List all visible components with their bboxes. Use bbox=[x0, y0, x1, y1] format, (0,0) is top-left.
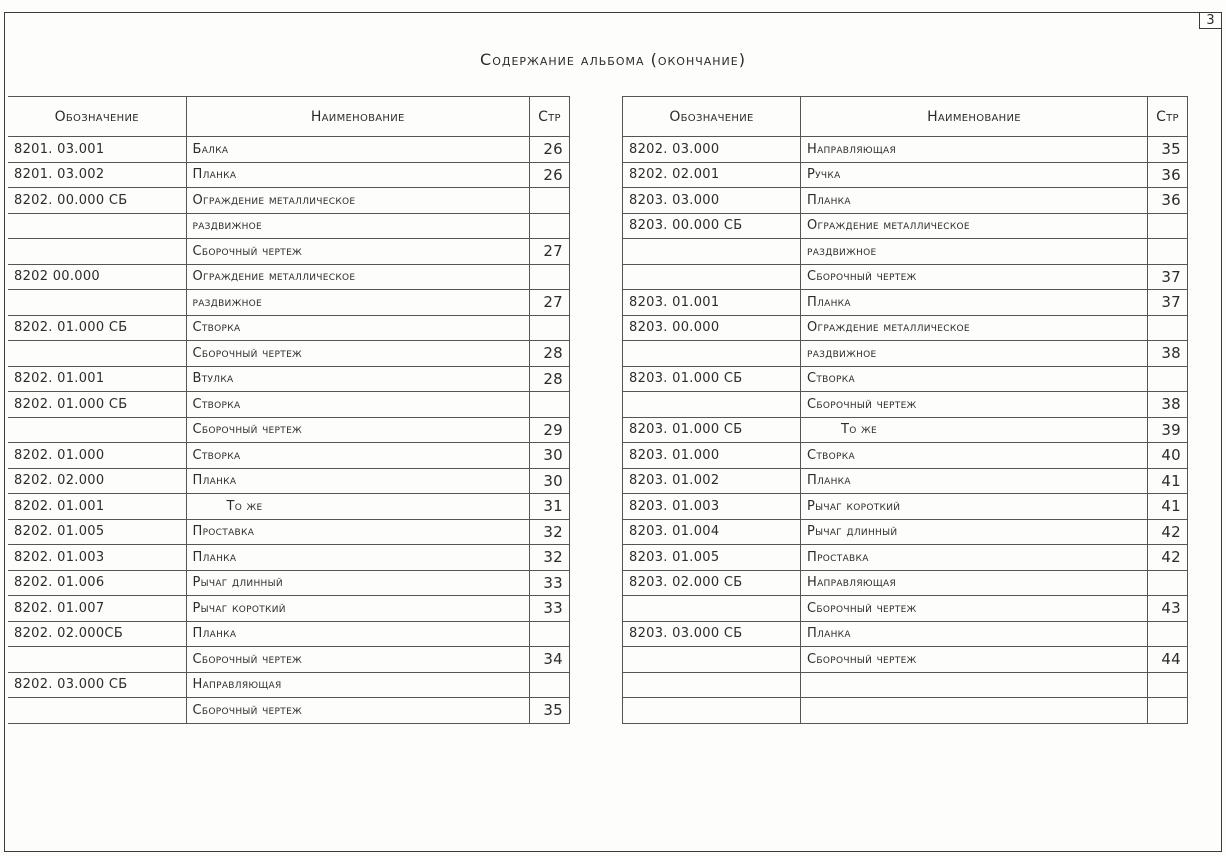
table-row bbox=[8, 366, 570, 392]
table-row bbox=[623, 545, 1188, 571]
code-cell bbox=[8, 341, 186, 367]
table-row bbox=[623, 264, 1188, 290]
page-cell: 28 bbox=[530, 341, 570, 367]
table-row bbox=[623, 213, 1188, 239]
table-row bbox=[623, 341, 1188, 367]
code-cell: 8203. 01.005 bbox=[623, 545, 801, 571]
name-cell: Створка bbox=[186, 315, 530, 341]
page-cell: 26 bbox=[530, 137, 570, 163]
table-row bbox=[8, 137, 570, 163]
name-cell: раздвижное bbox=[801, 239, 1148, 265]
page-cell bbox=[530, 621, 570, 647]
page-cell bbox=[530, 213, 570, 239]
page-cell: 44 bbox=[1148, 647, 1188, 673]
table-row bbox=[8, 647, 570, 673]
header-code: Обозначение bbox=[8, 97, 186, 137]
code-cell: 8203. 00.000 СБ bbox=[623, 213, 801, 239]
code-cell bbox=[8, 290, 186, 316]
code-cell: 8203. 01.002 bbox=[623, 468, 801, 494]
code-cell bbox=[8, 239, 186, 265]
name-cell: Планка bbox=[186, 621, 530, 647]
page-cell bbox=[1148, 672, 1188, 698]
page-cell bbox=[530, 188, 570, 214]
page-number: 3 bbox=[1199, 13, 1221, 29]
code-cell bbox=[623, 341, 801, 367]
code-cell: 8202. 00.000 СБ bbox=[8, 188, 186, 214]
name-cell: Проставка bbox=[186, 519, 530, 545]
table-row bbox=[8, 417, 570, 443]
page-cell bbox=[1148, 366, 1188, 392]
table-row bbox=[8, 264, 570, 290]
name-cell: раздвижное bbox=[186, 290, 530, 316]
left-table-body bbox=[8, 137, 570, 724]
name-cell: Втулка bbox=[186, 366, 530, 392]
table-row bbox=[623, 519, 1188, 545]
table-row bbox=[623, 570, 1188, 596]
code-cell bbox=[623, 647, 801, 673]
right-table-body bbox=[623, 137, 1188, 724]
page-cell: 29 bbox=[530, 417, 570, 443]
page-cell: 41 bbox=[1148, 494, 1188, 520]
name-cell: Планка bbox=[186, 162, 530, 188]
code-cell: 8203. 01.000 СБ bbox=[623, 366, 801, 392]
table-row bbox=[8, 621, 570, 647]
table-row bbox=[8, 315, 570, 341]
page-cell: 37 bbox=[1148, 290, 1188, 316]
code-cell: 8203. 00.000 bbox=[623, 315, 801, 341]
table-row bbox=[8, 545, 570, 571]
name-cell: Створка bbox=[186, 392, 530, 418]
name-cell: Планка bbox=[801, 290, 1148, 316]
code-cell bbox=[623, 264, 801, 290]
code-cell: 8202. 01.007 bbox=[8, 596, 186, 622]
page-cell bbox=[530, 315, 570, 341]
name-cell: Рычаг короткий bbox=[186, 596, 530, 622]
page-cell: 26 bbox=[530, 162, 570, 188]
table-row bbox=[623, 621, 1188, 647]
code-cell: 8202. 01.000 bbox=[8, 443, 186, 469]
header-name: Наименование bbox=[801, 97, 1148, 137]
contents-table-left bbox=[8, 96, 570, 724]
table-row bbox=[623, 672, 1188, 698]
name-cell: Планка bbox=[801, 468, 1148, 494]
table-row bbox=[623, 468, 1188, 494]
code-cell bbox=[623, 596, 801, 622]
table-row bbox=[623, 417, 1188, 443]
code-cell bbox=[623, 698, 801, 724]
code-cell: 8202. 01.005 bbox=[8, 519, 186, 545]
table-row bbox=[623, 596, 1188, 622]
code-cell: 8202. 01.006 bbox=[8, 570, 186, 596]
code-cell bbox=[8, 213, 186, 239]
code-cell: 8203. 03.000 СБ bbox=[623, 621, 801, 647]
name-cell: Сборочный чертеж bbox=[801, 647, 1148, 673]
name-cell: Ограждение металлическое bbox=[801, 315, 1148, 341]
name-cell: Планка bbox=[801, 188, 1148, 214]
name-cell: Створка bbox=[186, 443, 530, 469]
page-cell: 34 bbox=[530, 647, 570, 673]
name-cell: Рычаг короткий bbox=[801, 494, 1148, 520]
page-cell bbox=[1148, 213, 1188, 239]
code-cell bbox=[8, 417, 186, 443]
name-cell: Направляющая bbox=[186, 672, 530, 698]
table-row bbox=[623, 366, 1188, 392]
page-cell: 36 bbox=[1148, 188, 1188, 214]
table-row bbox=[8, 162, 570, 188]
table-row bbox=[623, 239, 1188, 265]
code-cell: 8203. 01.001 bbox=[623, 290, 801, 316]
page-cell: 35 bbox=[530, 698, 570, 724]
table-row bbox=[8, 341, 570, 367]
page-cell: 39 bbox=[1148, 417, 1188, 443]
code-cell: 8203. 01.004 bbox=[623, 519, 801, 545]
name-cell bbox=[801, 698, 1148, 724]
page-cell bbox=[1148, 315, 1188, 341]
name-cell: Направляющая bbox=[801, 570, 1148, 596]
name-cell: Сборочный чертеж bbox=[186, 417, 530, 443]
contents-table-right bbox=[622, 96, 1188, 724]
table-row bbox=[8, 468, 570, 494]
table-row bbox=[8, 239, 570, 265]
code-cell: 8202. 02.001 bbox=[623, 162, 801, 188]
name-cell: Планка bbox=[186, 545, 530, 571]
header-page: Стр bbox=[1148, 97, 1188, 137]
table-row bbox=[8, 213, 570, 239]
name-cell: Сборочный чертеж bbox=[801, 392, 1148, 418]
code-cell: 8203. 03.000 bbox=[623, 188, 801, 214]
name-cell: Створка bbox=[801, 366, 1148, 392]
code-cell bbox=[623, 672, 801, 698]
page-cell: 27 bbox=[530, 239, 570, 265]
name-cell: Сборочный чертеж bbox=[801, 264, 1148, 290]
page-cell bbox=[530, 264, 570, 290]
table-row bbox=[623, 137, 1188, 163]
name-cell: раздвижное bbox=[186, 213, 530, 239]
code-cell: 8202. 03.000 СБ bbox=[8, 672, 186, 698]
name-cell: Ручка bbox=[801, 162, 1148, 188]
page-cell bbox=[530, 392, 570, 418]
table-row bbox=[8, 290, 570, 316]
page-cell: 33 bbox=[530, 596, 570, 622]
table-row bbox=[623, 188, 1188, 214]
table-row bbox=[8, 392, 570, 418]
header-page: Стр bbox=[530, 97, 570, 137]
page-cell: 42 bbox=[1148, 519, 1188, 545]
page-cell bbox=[1148, 621, 1188, 647]
page-cell: 37 bbox=[1148, 264, 1188, 290]
code-cell: 8201. 03.001 bbox=[8, 137, 186, 163]
name-cell: Сборочный чертеж bbox=[186, 647, 530, 673]
name-cell: Ограждение металлическое bbox=[186, 264, 530, 290]
page-cell bbox=[1148, 698, 1188, 724]
code-cell: 8202. 02.000СБ bbox=[8, 621, 186, 647]
page-cell: 38 bbox=[1148, 392, 1188, 418]
name-cell: Планка bbox=[801, 621, 1148, 647]
code-cell: 8202. 02.000 bbox=[8, 468, 186, 494]
name-cell: Проставка bbox=[801, 545, 1148, 571]
table-row bbox=[8, 494, 570, 520]
table-row bbox=[623, 290, 1188, 316]
name-cell: Сборочный чертеж bbox=[186, 239, 530, 265]
code-cell: 8203. 01.000 bbox=[623, 443, 801, 469]
code-cell: 8202. 01.003 bbox=[8, 545, 186, 571]
page-cell bbox=[1148, 239, 1188, 265]
table-row bbox=[8, 188, 570, 214]
code-cell: 8202. 03.000 bbox=[623, 137, 801, 163]
page-cell: 30 bbox=[530, 443, 570, 469]
code-cell: 8202. 01.001 bbox=[8, 494, 186, 520]
table-row bbox=[623, 315, 1188, 341]
code-cell: 8203. 01.003 bbox=[623, 494, 801, 520]
table-header-row bbox=[8, 97, 570, 137]
name-cell: Рычаг длинный bbox=[186, 570, 530, 596]
table-row bbox=[623, 162, 1188, 188]
page-cell: 40 bbox=[1148, 443, 1188, 469]
code-cell: 8203. 01.000 СБ bbox=[623, 417, 801, 443]
table-row bbox=[623, 698, 1188, 724]
page-cell: 32 bbox=[530, 519, 570, 545]
code-cell bbox=[623, 239, 801, 265]
table-row bbox=[8, 698, 570, 724]
code-cell: 8203. 02.000 СБ bbox=[623, 570, 801, 596]
table-row bbox=[8, 519, 570, 545]
page-cell: 33 bbox=[530, 570, 570, 596]
name-cell: Планка bbox=[186, 468, 530, 494]
name-cell: Сборочный чертеж bbox=[186, 698, 530, 724]
page-cell: 35 bbox=[1148, 137, 1188, 163]
table-row bbox=[8, 570, 570, 596]
code-cell: 8202. 01.001 bbox=[8, 366, 186, 392]
page-cell: 43 bbox=[1148, 596, 1188, 622]
name-cell: Ограждение металлическое bbox=[186, 188, 530, 214]
code-cell bbox=[8, 647, 186, 673]
table-row bbox=[623, 494, 1188, 520]
name-cell bbox=[801, 672, 1148, 698]
table-row bbox=[623, 443, 1188, 469]
header-code: Обозначение bbox=[623, 97, 801, 137]
table-row bbox=[623, 392, 1188, 418]
code-cell bbox=[8, 698, 186, 724]
page-cell: 41 bbox=[1148, 468, 1188, 494]
page-cell: 32 bbox=[530, 545, 570, 571]
table-row bbox=[8, 443, 570, 469]
name-cell: Направляющая bbox=[801, 137, 1148, 163]
name-cell: Сборочный чертеж bbox=[801, 596, 1148, 622]
page-cell bbox=[530, 672, 570, 698]
page-cell: 31 bbox=[530, 494, 570, 520]
name-cell: Рычаг длинный bbox=[801, 519, 1148, 545]
table-header-row bbox=[623, 97, 1188, 137]
name-cell: Балка bbox=[186, 137, 530, 163]
page-cell: 42 bbox=[1148, 545, 1188, 571]
page-cell: 38 bbox=[1148, 341, 1188, 367]
page-title: Содержание альбома (окончание) bbox=[480, 50, 746, 69]
name-cell: То же bbox=[186, 494, 530, 520]
name-cell: Ограждение металлическое bbox=[801, 213, 1148, 239]
page-cell: 36 bbox=[1148, 162, 1188, 188]
page-cell: 28 bbox=[530, 366, 570, 392]
name-cell: Створка bbox=[801, 443, 1148, 469]
name-cell: раздвижное bbox=[801, 341, 1148, 367]
code-cell: 8202. 01.000 СБ bbox=[8, 392, 186, 418]
code-cell: 8201. 03.002 bbox=[8, 162, 186, 188]
table-row bbox=[623, 647, 1188, 673]
code-cell: 8202. 01.000 СБ bbox=[8, 315, 186, 341]
page-cell bbox=[1148, 570, 1188, 596]
table-row bbox=[8, 672, 570, 698]
code-cell: 8202 00.000 bbox=[8, 264, 186, 290]
page-cell: 27 bbox=[530, 290, 570, 316]
table-row bbox=[8, 596, 570, 622]
name-cell: Сборочный чертеж bbox=[186, 341, 530, 367]
name-cell: То же bbox=[801, 417, 1148, 443]
page-cell: 30 bbox=[530, 468, 570, 494]
header-name: Наименование bbox=[186, 97, 530, 137]
code-cell bbox=[623, 392, 801, 418]
